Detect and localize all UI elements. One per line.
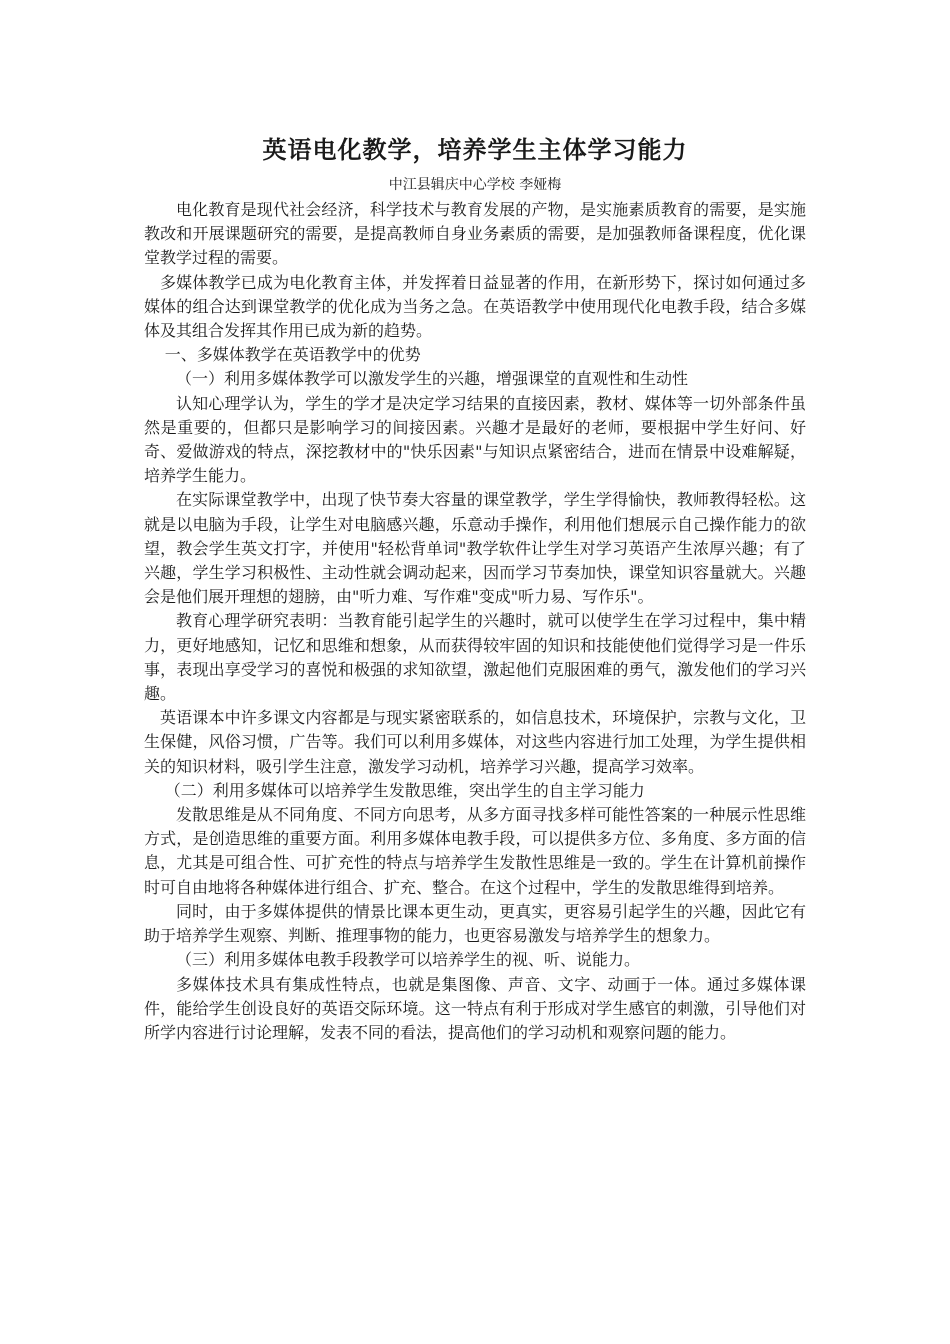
paragraph: 教育心理学研究表明：当教育能引起学生的兴趣时，就可以使学生在学习过程中，集中精力，更好地感知，记忆和思维和想象，从而获得较牢固的知识和技能使他们觉得学习是一件乐事，表现出享受学习的喜悦和极强的求知欲望，激起他们克服困难的勇气，激发他们的学习兴趣。 [144,611,806,704]
subsection-heading: （三）利用多媒体电教手段教学可以培养学生的视、听、说能力。 [176,950,641,970]
document-page [144,128,806,1045]
paragraph: 电化教育是现代社会经济，科学技术与教育发展的产物，是实施素质教育的需要，是实施教改和开展课题研究的需要，是提高教师自身业务素质的需要，是加强教师备课程度，优化课堂教学过程的需要。 [144,200,806,268]
subsection-heading: （一）利用多媒体教学可以激发学生的兴趣，增强课堂的直观性和生动性 [176,369,689,389]
paragraph: 同时，由于多媒体提供的情景比课本更生动，更真实，更容易引起学生的兴趣，因此它有助于培养学生观察、判断、推理事物的能力，也更容易激发与培养学生的想象力。 [144,901,806,946]
section-heading: 一、多媒体教学在英语教学中的优势 [164,345,421,365]
paragraph: 多媒体教学已成为电化教育主体，并发挥着日益显著的作用，在新形势下，探讨如何通过多媒体的组合达到课堂教学的优化成为当务之急。在英语教学中使用现代化电教手段，结合多媒体及其组合发挥其作用已成为新的趋势。 [144,272,806,341]
paragraph: 发散思维是从不同角度、不同方向思考，从多方面寻找多样可能性答案的一种展示性思维方式，是创造思维的重要方面。利用多媒体电教手段，可以提供多方位、多角度、多方面的信息，尤其是可组合性、可扩充性的特点与培养学生发散性思维是一致的。学生在计算机前操作时可自由地将各种媒体进行组合、扩充、整合。在这个过程中，学生的发散思维得到培养。 [144,805,806,897]
paragraph: 在实际课堂教学中，出现了快节奏大容量的课堂教学，学生学得愉快，教师教得轻松。这就是以电脑为手段，让学生对电脑感兴趣，乐意动手操作，利用他们想展示自己操作能力的欲望，教会学生英文打字，并使用"轻松背单词"教学软件让学生对学习英语产生浓厚兴趣；有了兴趣，学生学习积极性、主动性就会调动起来，因而学习节奏加快，课堂知识容量就大。兴趣会是他们展开理想的翅膀，由"听力难、写作难"变成"听力易、写作乐"。 [144,490,806,607]
subsection-heading: （二）利用多媒体可以培养学生发散思维，突出学生的自主学习能力 [164,780,645,800]
document-title: 英语电化教学，培养学生主体学习能力 [262,136,688,164]
paragraph: 英语课本中许多课文内容都是与现实紧密联系的，如信息技术，环境保护，宗教与文化，卫生保健，风俗习惯，广告等。我们可以利用多媒体，对这些内容进行加工处理，为学生提供相关的知识材料，吸引学生注意，激发学习动机，培养学习兴趣，提高学习效率。 [144,708,806,776]
author-byline: 中江县辑庆中心学校 李娅梅 [388,177,562,193]
paragraph: 多媒体技术具有集成性特点，也就是集图像、声音、文字、动画于一体。通过多媒体课件，能给学生创设良好的英语交际环境。这一特点有利于形成对学生感官的刺激，引导他们对所学内容进行讨论理解，发表不同的看法，提高他们的学习动机和观察问题的能力。 [144,974,806,1042]
paragraph: 认知心理学认为，学生的学才是决定学习结果的直接因素，教材、媒体等一切外部条件虽然是重要的，但都只是影响学习的间接因素。兴趣才是最好的老师，要根据中学生好问、好奇、爱做游戏的特点，深挖教材中的"快乐因素"与知识点紧密结合，进而在情景中设难解疑，培养学生能力。 [144,393,806,486]
